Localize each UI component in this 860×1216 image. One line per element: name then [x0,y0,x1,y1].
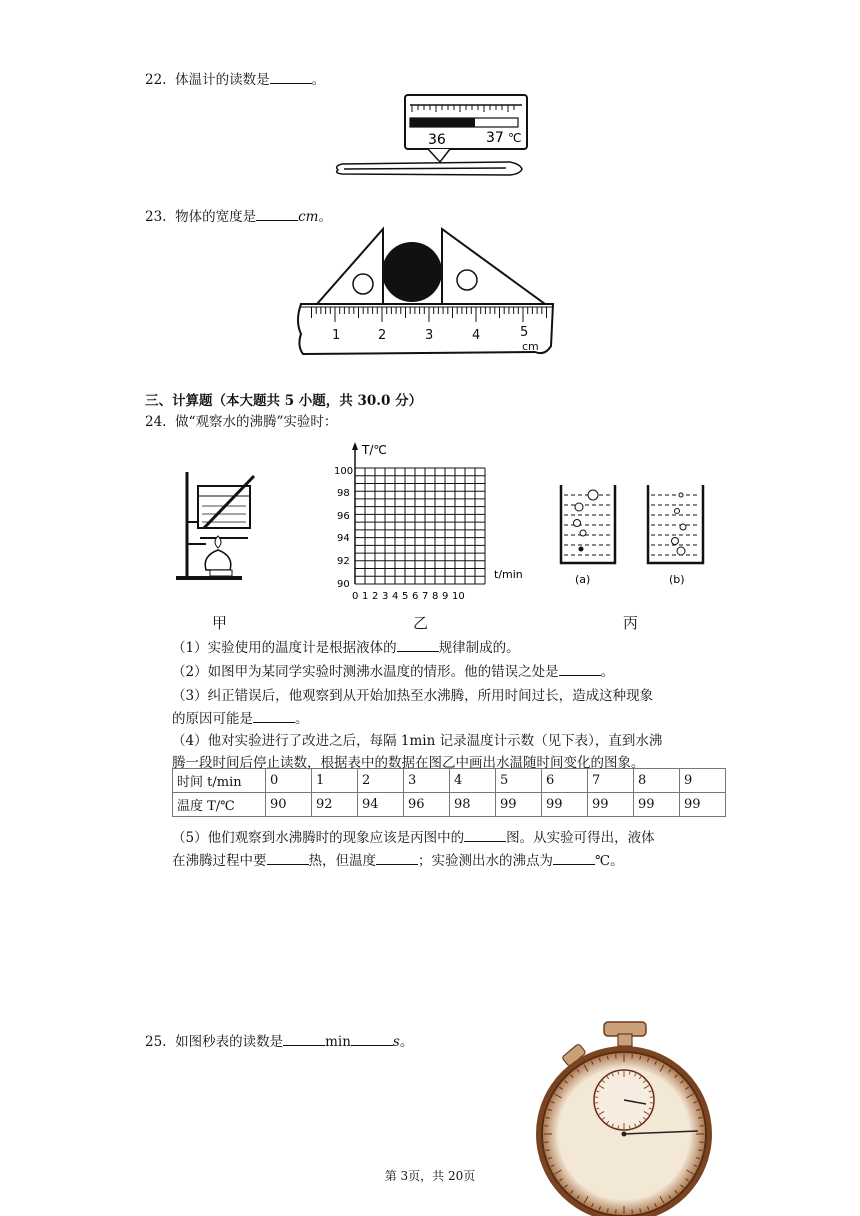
q24-part5-line1: （5）他们观察到水沸腾时的现象应该是丙图中的 图。从实验可得出，液体 [172,830,655,846]
table-cell: 92 [312,793,358,817]
thermo-label-37: 37 [486,130,504,146]
ruler-label: 2 [378,328,387,343]
answer-blank[interactable] [397,639,439,652]
answer-blank[interactable] [256,208,298,221]
fig-label-jia: 甲 [212,614,228,632]
apparatus-figure [172,466,262,590]
table-header-cell: 时间 t/min [173,769,266,793]
table-cell: 99 [680,793,726,817]
y-tick: 90 [337,579,350,590]
table-cell: 5 [496,769,542,793]
q24-part3-line2: 的原因可能是 。 [172,711,309,727]
thermo-label-36: 36 [428,132,446,148]
table-cell: 4 [450,769,496,793]
table-cell: 6 [542,769,588,793]
ruler-label: 5 [520,325,529,340]
page-footer: 第 3页，共 20页 [384,1169,476,1183]
table-cell: 7 [588,769,634,793]
x-tick: 9 [442,591,449,602]
stopwatch-figure [528,1018,723,1216]
table-cell: 99 [496,793,542,817]
graph-x-label: t/min [494,568,523,581]
answer-blank[interactable] [267,852,309,865]
fig-label-bing: 丙 [623,614,639,632]
q24-part4-line1: （4）他对实验进行了改进之后，每隔 1min 记录温度计示数（见下表），直到水沸 [172,733,663,749]
y-tick: 96 [337,511,350,522]
table-row [173,793,726,817]
table-cell: 99 [588,793,634,817]
graph-y-label: T/℃ [362,443,387,457]
x-tick: 3 [382,591,389,602]
thermometer-figure [330,92,530,187]
graph-grid [355,468,485,584]
answer-blank[interactable] [553,852,595,865]
answer-blank[interactable] [559,663,601,676]
table-cell: 3 [404,769,450,793]
table-cell: 1 [312,769,358,793]
x-tick: 1 [362,591,369,602]
answer-blank[interactable] [270,71,312,84]
x-tick: 10 [452,591,465,602]
thermo-unit: ℃ [508,131,522,145]
fig-label-yi: 乙 [413,614,429,632]
table-cell: 2 [358,769,404,793]
table-cell: 8 [634,769,680,793]
temperature-graph [330,438,530,606]
y-tick: 94 [337,533,350,544]
x-tick: 5 [402,591,409,602]
y-tick: 92 [337,556,350,567]
x-tick: 2 [372,591,379,602]
data-table [172,768,726,817]
table-cell: 94 [358,793,404,817]
table-cell: 99 [634,793,680,817]
q24-part4-line2: 腾一段时间后停止读数，根据表中的数据在图乙中画出水温随时间变化的图象。 [172,755,645,771]
q23-text: 23. 物体的宽度是 cm。 [145,209,332,225]
x-tick: 8 [432,591,439,602]
beaker-label-a: (a) [575,573,591,586]
beakers-figure [553,483,713,589]
table-cell: 98 [450,793,496,817]
x-tick: 6 [412,591,419,602]
q25-text: 25. 如图秒表的读数是 min s。 [145,1034,414,1050]
table-cell: 9 [680,769,726,793]
q22-text: 22. 体温计的读数是 。 [145,72,326,88]
table-cell: 90 [266,793,312,817]
y-tick: 100 [334,466,354,477]
ruler-unit: cm [522,340,539,353]
q24-part3-line1: （3）纠正错误后，他观察到从开始加热至水沸腾，所用时间过长，造成这种现象 [172,688,654,704]
table-row [173,769,726,793]
answer-blank[interactable] [464,829,506,842]
beaker-label-b: (b) [669,573,685,586]
x-tick: 4 [392,591,399,602]
table-cell: 96 [404,793,450,817]
answer-blank[interactable] [253,710,295,723]
q24-intro: 24. 做“观察水的沸腾”实验时： [145,414,338,430]
q24-part2: （2）如图甲为某同学实验时测沸水温度的情形。他的错误之处是 。 [172,664,615,680]
ruler-figure [295,226,560,361]
ruler-label: 4 [472,328,481,343]
x-tick: 0 [352,591,359,602]
y-tick: 98 [337,488,350,499]
ruler-label: 3 [425,328,434,343]
answer-blank[interactable] [376,852,418,865]
answer-blank[interactable] [283,1033,325,1046]
answer-blank[interactable] [351,1033,393,1046]
table-cell: 99 [542,793,588,817]
x-tick: 7 [422,591,429,602]
beaker-a [561,485,615,586]
beaker-b [648,485,703,586]
table-header-cell: 温度 T/℃ [173,793,266,817]
table-cell: 0 [266,769,312,793]
q24-part5-line2: 在沸腾过程中要 热，但温度 ；实验测出水的沸点为 ℃。 [172,853,624,869]
x-ticks [352,591,465,602]
ruler-label: 1 [332,328,341,343]
q24-part1: （1）实验使用的温度计是根据液体的 规律制成的。 [172,640,520,656]
section-title: 三、计算题（本大题共 5 小题，共 30.0 分） [145,393,423,409]
